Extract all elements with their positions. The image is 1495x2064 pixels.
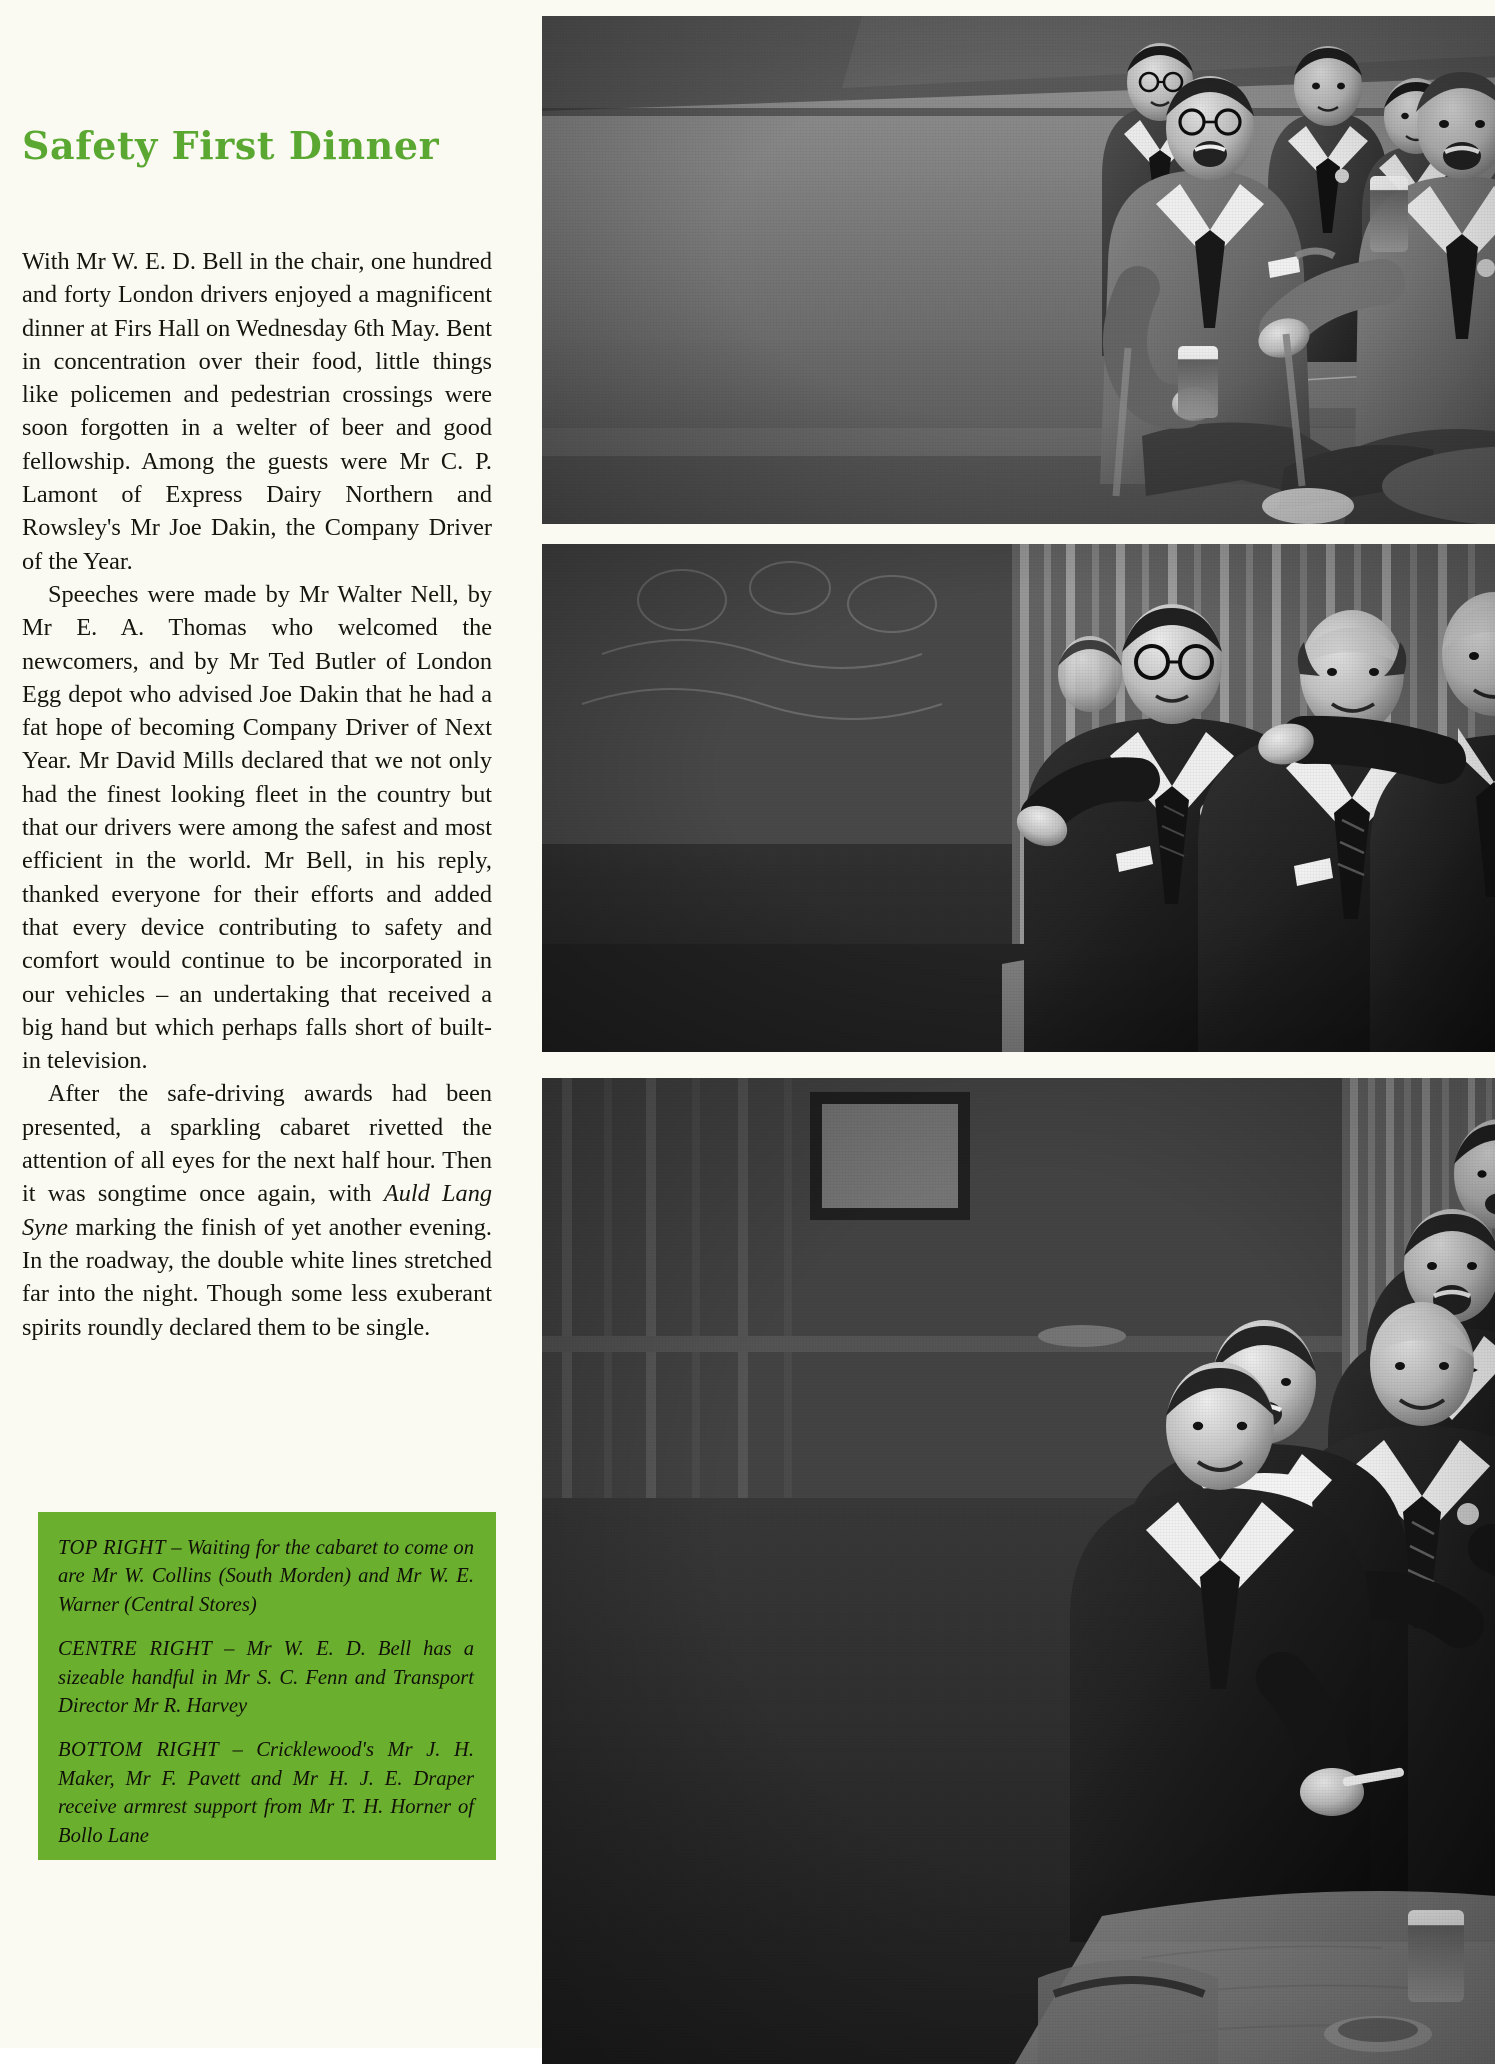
caption-top-right-dash: – xyxy=(165,1537,187,1559)
article-paragraph-1: With Mr W. E. D. Bell in the chair, one hundred and forty London drivers enjoyed a magnificent dinner at Firs Hall on Wednesday 6th May. Bent in concentration over their food, little things like policemen and pedestrian crossings were soon forgotten in a welter of beer and good fellowship. Among the guests were Mr C. P. Lamont of Express Dairy Northern and Rowsley's Mr Joe Dakin, the Company Driver of the Year. xyxy=(22,248,492,575)
beer-glass-front xyxy=(1408,1910,1464,2002)
photo-bottom-right-scene xyxy=(542,1078,1495,2064)
article-paragraph-3-part-2: marking the finish of yet another evening. In the roadway, the double white lines stretched far into the night. Though some less exuberant spirits roundly declared them to be single. xyxy=(22,1213,492,1341)
caption-bottom-right-lead: BOTTOM RIGHT xyxy=(58,1739,219,1762)
ashtray xyxy=(1038,1325,1126,1347)
caption-centre-right-text: Mr W. E. D. Bell has a sizeable handful in Mr S. C. Fenn and Transport Director Mr R. Harvey xyxy=(58,1638,474,1718)
photo-top-right-scene xyxy=(542,16,1495,524)
caption-top-right-lead: TOP RIGHT xyxy=(58,1537,166,1559)
photo-bottom-right-svg xyxy=(542,1078,1495,2064)
article-body xyxy=(22,245,492,1344)
article-column xyxy=(22,0,500,2048)
photo-bottom-right xyxy=(542,1078,1495,2064)
caption-bottom-right-text: Cricklewood's Mr J. H. Maker, Mr F. Pavett and Mr H. J. E. Draper receive armrest support from Mr T. H. Horner of Bollo Lane xyxy=(58,1739,474,1847)
photo-centre-right-svg xyxy=(542,544,1495,1052)
caption-bottom-right-dash: – xyxy=(218,1739,257,1762)
article-paragraph-2: Speeches were made by Mr Walter Nell, by Mr E. A. Thomas who welcomed the newcomers, and by Mr Ted Butler of London Egg depot who advised Joe Dakin that he had a fat hope of becoming Company Driver of Next Year. Mr David Mills declared that we not only had the finest looking fleet in the country but that our drivers were among the safest and most efficient in the world. Mr Bell, in his reply, thanked everyone for their efforts and added that every device contributing to safety and comfort would continue to be incorporated in our vehicles – an undertaking that received a big hand but which perhaps falls short of built-in television. xyxy=(22,580,492,1075)
caption-centre-right xyxy=(58,1635,474,1720)
article-paragraph-3-part-1: After the safe-driving awards had been presented, a sparkling cabaret rivetted the attention of all eyes for the next half hour. Then it was songtime once again, with xyxy=(22,1080,492,1208)
photo-top-right-svg xyxy=(542,16,1495,524)
caption-bottom-right xyxy=(58,1736,474,1850)
photo-centre-right-scene xyxy=(542,544,1495,1052)
page-title: Safety First Dinner xyxy=(22,123,440,169)
photo-top-right xyxy=(542,16,1495,524)
caption-top-right xyxy=(58,1534,474,1619)
article-paragraph-3 xyxy=(22,1077,492,1343)
caption-centre-right-lead: CENTRE RIGHT xyxy=(58,1638,213,1661)
caption-top-right-text: Waiting for the cabaret to come on are Mr W. Collins (South Morden) and Mr W. E. Warner (Central Stores) xyxy=(58,1537,474,1616)
photo-centre-right xyxy=(542,544,1495,1052)
caption-centre-right-dash: – xyxy=(212,1638,247,1661)
photograph-column xyxy=(502,0,1495,2048)
photo-caption-box xyxy=(38,1512,496,1860)
beer-glass xyxy=(1178,346,1218,418)
song-title-auld-lang-syne: Auld Lang Syne xyxy=(22,1180,492,1241)
